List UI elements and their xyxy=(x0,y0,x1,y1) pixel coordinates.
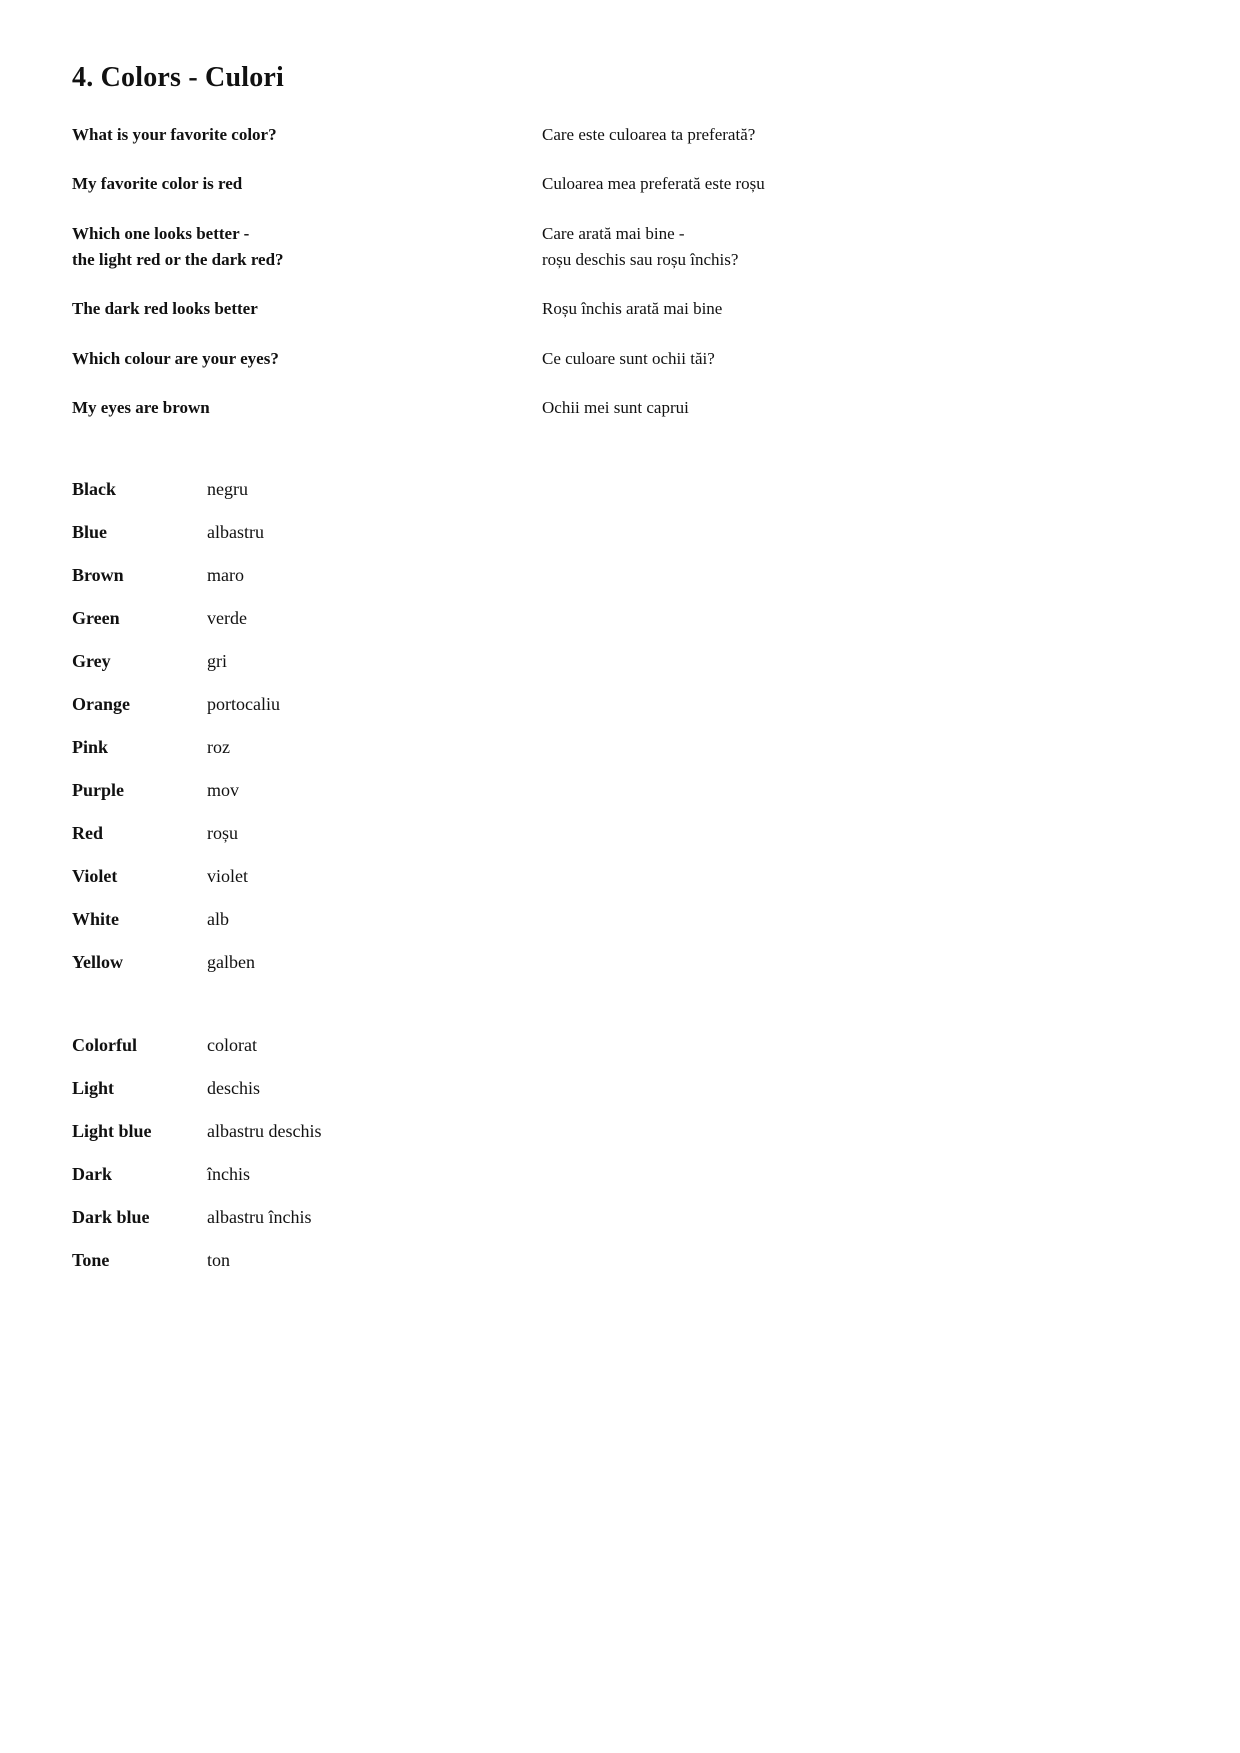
phrase-row xyxy=(72,395,1172,421)
phrase-english xyxy=(72,346,542,372)
vocabulary-row xyxy=(72,565,1172,586)
vocabulary-row xyxy=(72,952,1172,973)
vocabulary-english: Yellow xyxy=(72,952,123,973)
phrase-row xyxy=(72,171,1172,197)
vocabulary-english: Green xyxy=(72,608,120,629)
vocabulary-row xyxy=(72,608,1172,629)
document-content xyxy=(72,62,1172,1293)
phrase-english xyxy=(72,221,542,274)
vocabulary-row xyxy=(72,866,1172,887)
phrase-english xyxy=(72,122,542,148)
vocabulary-romanian: verde xyxy=(207,608,247,629)
phrase-english-line: My favorite color is red xyxy=(72,174,243,194)
vocabulary-row xyxy=(72,1164,1172,1185)
phrase-romanian xyxy=(542,346,1172,372)
vocabulary-english: Pink xyxy=(72,737,109,758)
vocabulary-row xyxy=(72,1078,1172,1099)
phrase-romanian-line: Culoarea mea preferată este roșu xyxy=(542,174,765,194)
phrase-romanian xyxy=(542,395,1172,421)
phrase-romanian xyxy=(542,296,1172,322)
phrase-english-line: The dark red looks better xyxy=(72,299,258,319)
vocabulary-romanian: roz xyxy=(207,737,230,758)
vocabulary-english: Colorful xyxy=(72,1035,137,1056)
vocabulary-romanian: roșu xyxy=(207,823,238,844)
vocabulary-english: Violet xyxy=(72,866,118,887)
phrase-romanian-line: roșu deschis sau roșu închis? xyxy=(542,250,739,270)
vocabulary-romanian: negru xyxy=(207,479,248,500)
phrase-row xyxy=(72,122,1172,148)
phrase-row xyxy=(72,346,1172,372)
page-title: 4. Colors - Culori xyxy=(72,62,285,93)
vocabulary-romanian: albastru xyxy=(207,522,264,543)
vocabulary-romanian: albastru deschis xyxy=(207,1121,322,1142)
vocabulary-row xyxy=(72,780,1172,801)
phrase-romanian xyxy=(542,122,1172,148)
phrase-romanian xyxy=(542,171,1172,197)
phrase-english xyxy=(72,296,542,322)
vocabulary-romanian: ton xyxy=(207,1250,231,1271)
phrase-english-line: What is your favorite color? xyxy=(72,125,277,144)
vocabulary-english: Black xyxy=(72,479,117,500)
vocabulary-english: Dark xyxy=(72,1164,112,1185)
phrase-list xyxy=(72,122,1172,421)
vocabulary-english: Orange xyxy=(72,694,130,715)
vocabulary-romanian: colorat xyxy=(207,1035,257,1056)
vocabulary-colors-list xyxy=(72,479,1172,973)
vocabulary-romanian: gri xyxy=(207,651,227,672)
vocabulary-row xyxy=(72,1121,1172,1142)
phrase-romanian-line: Ochii mei sunt caprui xyxy=(542,398,689,418)
vocabulary-english: Brown xyxy=(72,565,124,586)
phrase-english-line: Which colour are your eyes? xyxy=(72,348,279,368)
vocabulary-row xyxy=(72,694,1172,715)
vocabulary-english: Light blue xyxy=(72,1121,152,1142)
vocabulary-english: Tone xyxy=(72,1250,110,1271)
vocabulary-romanian: violet xyxy=(207,866,248,887)
vocabulary-romanian: albastru închis xyxy=(207,1207,312,1228)
vocabulary-english: Red xyxy=(72,823,103,844)
vocabulary-row xyxy=(72,737,1172,758)
phrase-romanian-line: Ce culoare sunt ochii tăi? xyxy=(542,348,715,368)
vocabulary-english: Light xyxy=(72,1078,115,1099)
vocabulary-row xyxy=(72,1250,1172,1271)
phrase-romanian-line: Care arată mai bine - xyxy=(542,223,685,243)
vocabulary-romanian: portocaliu xyxy=(207,694,280,715)
vocabulary-english: Grey xyxy=(72,651,111,672)
vocabulary-row xyxy=(72,522,1172,543)
vocabulary-row xyxy=(72,1035,1172,1056)
vocabulary-row xyxy=(72,1207,1172,1228)
section-spacer xyxy=(72,995,1172,1035)
vocabulary-row xyxy=(72,479,1172,500)
vocabulary-english: White xyxy=(72,909,119,930)
vocabulary-romanian: deschis xyxy=(207,1078,260,1099)
vocabulary-english: Purple xyxy=(72,780,124,801)
vocabulary-romanian: maro xyxy=(207,565,244,586)
vocabulary-tones-list xyxy=(72,1035,1172,1271)
vocabulary-english: Dark blue xyxy=(72,1207,150,1228)
vocabulary-row xyxy=(72,823,1172,844)
vocabulary-romanian: mov xyxy=(207,780,240,801)
phrase-english-line: My eyes are brown xyxy=(72,398,210,418)
vocabulary-row xyxy=(72,909,1172,930)
phrase-row xyxy=(72,221,1172,274)
phrase-english xyxy=(72,395,542,421)
vocabulary-romanian: închis xyxy=(207,1164,250,1185)
phrase-english-line: Which one looks better - xyxy=(72,223,250,243)
phrase-romanian xyxy=(542,221,1172,274)
vocabulary-english: Blue xyxy=(72,522,108,543)
vocabulary-romanian: galben xyxy=(207,952,255,973)
phrase-romanian-line: Roșu închis arată mai bine xyxy=(542,299,723,319)
phrase-romanian-line: Care este culoarea ta preferată? xyxy=(542,125,756,144)
vocabulary-romanian: alb xyxy=(207,909,229,930)
vocabulary-row xyxy=(72,651,1172,672)
phrase-english xyxy=(72,171,542,197)
phrase-row xyxy=(72,296,1172,322)
phrase-english-line: the light red or the dark red? xyxy=(72,250,284,270)
